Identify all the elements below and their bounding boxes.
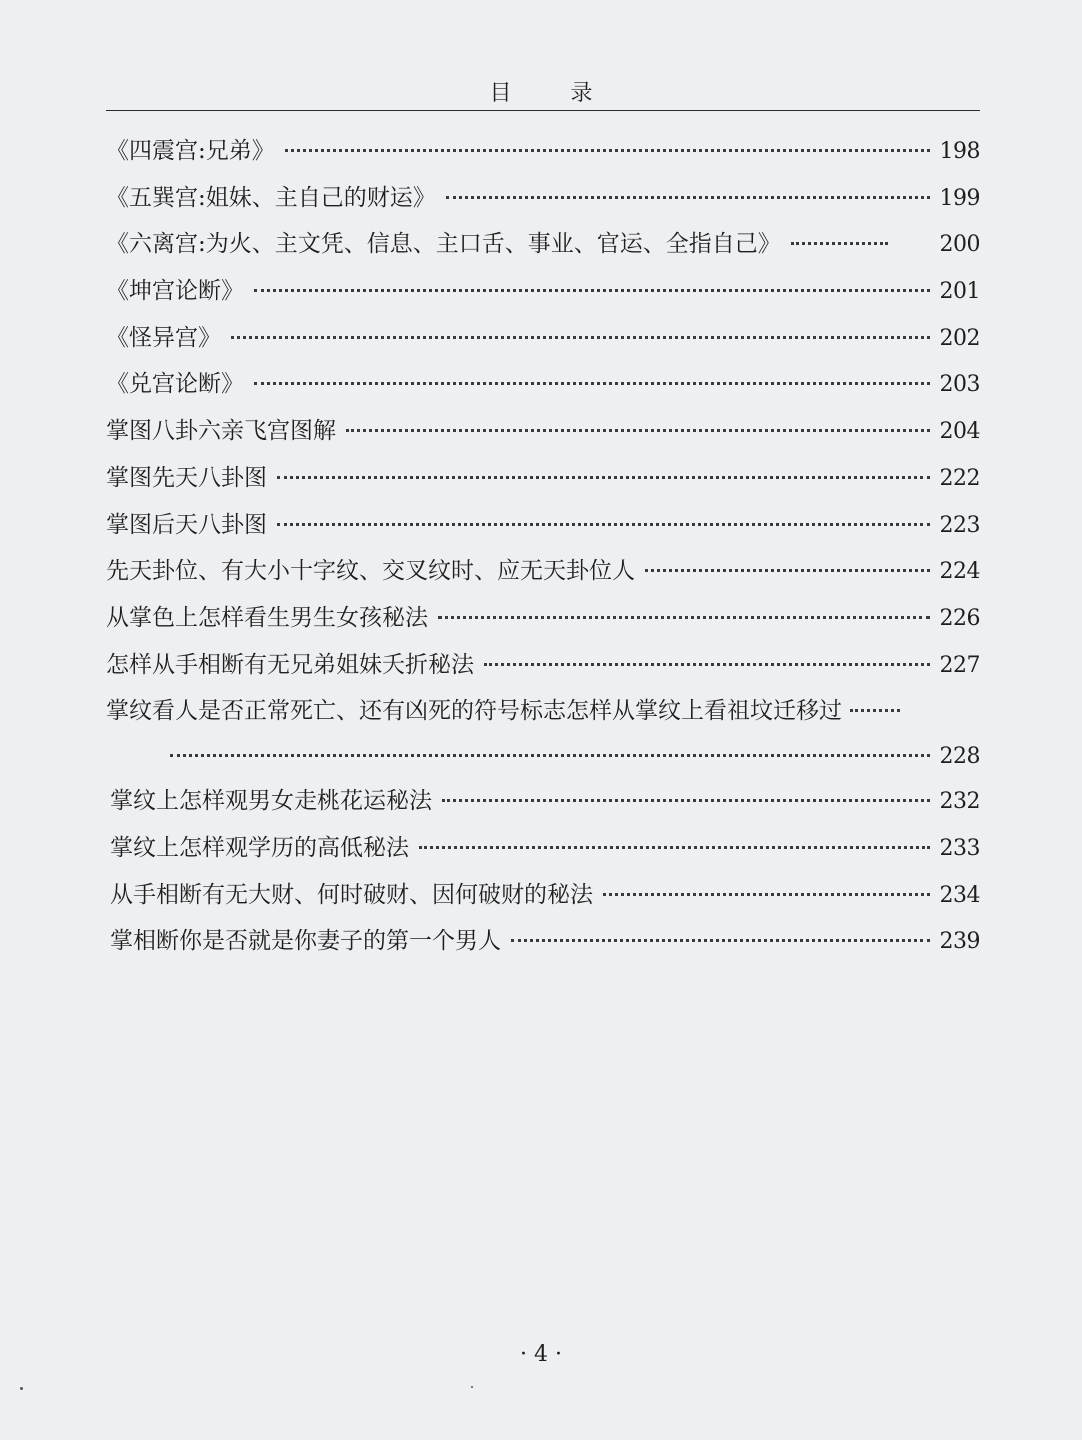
table-of-contents bbox=[106, 128, 980, 965]
toc-entry-page: 234 bbox=[939, 882, 980, 908]
dot-leader bbox=[446, 193, 930, 199]
page-number: · 4 · bbox=[520, 1342, 562, 1367]
scan-speck bbox=[471, 1386, 473, 1388]
toc-entry-title: 先天卦位、有大小十字纹、交叉纹时、应无天卦位人 bbox=[106, 558, 635, 585]
dot-leader bbox=[346, 426, 930, 432]
toc-entry-title: 《六离宫:为火、主文凭、信息、主口舌、事业、官运、全指自己》 bbox=[106, 231, 781, 258]
dot-leader bbox=[442, 796, 930, 802]
toc-entry-page: 228 bbox=[939, 744, 980, 770]
scan-speck bbox=[20, 1387, 23, 1390]
toc-entry bbox=[106, 502, 980, 549]
toc-entry-wrapped bbox=[106, 688, 980, 734]
toc-entry-title: 从掌色上怎样看生男生女孩秘法 bbox=[106, 604, 428, 631]
toc-entry-title: 掌相断你是否就是你妻子的第一个男人 bbox=[110, 928, 501, 955]
toc-entry-page: 239 bbox=[939, 929, 980, 955]
toc-entry-page: 201 bbox=[939, 279, 980, 305]
toc-entry-page: 226 bbox=[939, 605, 980, 631]
dot-leader bbox=[419, 843, 930, 849]
dot-leader bbox=[170, 751, 930, 757]
dot-leader bbox=[603, 890, 930, 896]
toc-entry-title: 从手相断有无大财、何时破财、因何破财的秘法 bbox=[110, 881, 593, 908]
toc-entry-page: 223 bbox=[939, 512, 980, 538]
dot-leader bbox=[254, 286, 930, 292]
dot-leader bbox=[791, 239, 888, 245]
toc-entry-page: 233 bbox=[939, 835, 980, 861]
toc-entry-page: 224 bbox=[939, 559, 980, 585]
toc-entry-continuation bbox=[106, 734, 980, 778]
toc-entry bbox=[106, 221, 980, 268]
toc-entry bbox=[106, 175, 980, 222]
dot-leader bbox=[438, 613, 930, 619]
toc-entry bbox=[106, 778, 980, 825]
toc-entry-title: 掌图后天八卦图 bbox=[106, 511, 267, 538]
toc-entry-title: 怎样从手相断有无兄弟姐妹夭折秘法 bbox=[106, 651, 474, 678]
toc-entry-page: 227 bbox=[939, 652, 980, 678]
header-divider bbox=[106, 110, 980, 111]
toc-entry bbox=[106, 872, 980, 919]
toc-entry-title: 《四震宫:兄弟》 bbox=[106, 138, 275, 164]
toc-entry-title: 《怪异宫》 bbox=[106, 324, 221, 351]
toc-entry-title: 《兑宫论断》 bbox=[106, 371, 244, 398]
toc-entry-title: 《五巽宫:姐妹、主自己的财运》 bbox=[106, 184, 436, 211]
toc-entry-title: 掌图八卦六亲飞宫图解 bbox=[106, 418, 336, 445]
toc-entry bbox=[106, 918, 980, 965]
toc-entry-page: 202 bbox=[939, 325, 980, 351]
dot-leader bbox=[277, 520, 930, 526]
toc-entry bbox=[106, 361, 980, 408]
toc-entry-page: 204 bbox=[939, 419, 980, 445]
toc-entry-title: 掌纹上怎样观男女走桃花运秘法 bbox=[110, 788, 432, 815]
toc-entry-title: 掌纹看人是否正常死亡、还有凶死的符号标志怎样从掌纹上看祖坟迁移过 bbox=[106, 698, 842, 725]
toc-entry bbox=[106, 595, 980, 642]
toc-entry-page: 200 bbox=[939, 232, 980, 258]
toc-entry bbox=[106, 642, 980, 689]
toc-entry bbox=[106, 315, 980, 362]
toc-entry-page: 199 bbox=[939, 185, 980, 211]
toc-entry bbox=[106, 128, 980, 175]
toc-entry bbox=[106, 408, 980, 455]
dot-leader bbox=[231, 333, 930, 339]
toc-entry-page: 232 bbox=[939, 789, 980, 815]
toc-entry bbox=[106, 825, 980, 872]
dot-leader bbox=[285, 146, 930, 152]
dot-leader bbox=[254, 379, 930, 385]
page-header-title: 目 录 bbox=[489, 81, 619, 106]
dot-leader bbox=[484, 660, 930, 666]
toc-entry-title: 掌纹上怎样观学历的高低秘法 bbox=[110, 834, 409, 861]
toc-entry bbox=[106, 548, 980, 595]
toc-entry-page: 222 bbox=[939, 465, 980, 491]
toc-entry-page: 198 bbox=[939, 139, 980, 164]
toc-entry-page: 203 bbox=[939, 372, 980, 398]
dot-leader bbox=[511, 936, 930, 942]
toc-entry bbox=[106, 455, 980, 502]
dot-leader bbox=[277, 473, 930, 479]
toc-entry bbox=[106, 268, 980, 315]
toc-entry-title: 《坤宫论断》 bbox=[106, 278, 244, 305]
dot-leader bbox=[645, 566, 930, 572]
toc-entry-title: 掌图先天八卦图 bbox=[106, 464, 267, 491]
dot-leader bbox=[850, 706, 900, 712]
